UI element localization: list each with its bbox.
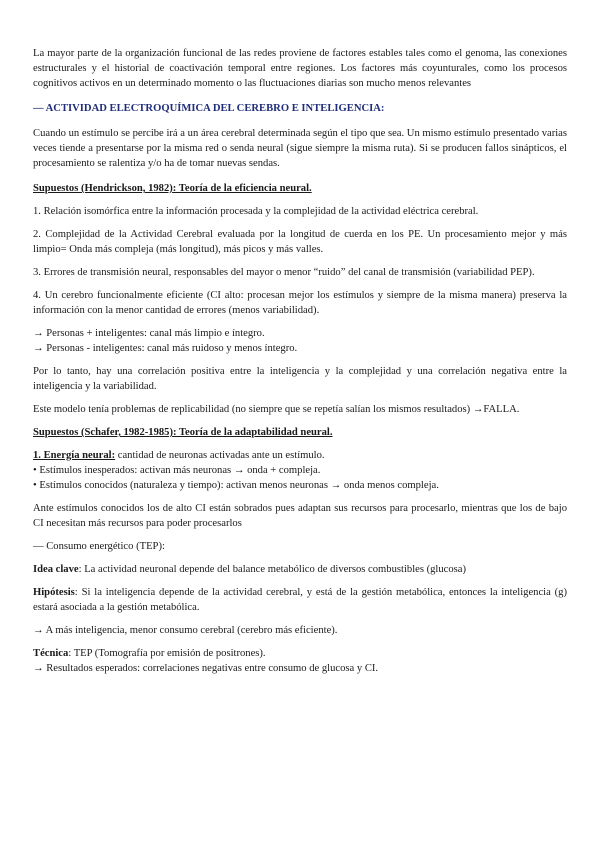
arrow-line-more-intelligent: → Personas + inteligentes: canal más limpio e íntegro. xyxy=(33,328,265,339)
bullet-unexpected-stimuli: • Estímulos inesperados: activan más neuronas → onda + compleja. xyxy=(33,465,321,476)
tecnica-line xyxy=(33,646,567,661)
tecnica-text: : TEP (Tomografía por emisión de positrones). xyxy=(68,648,266,659)
bullet-known-stimuli: • Estímulos conocidos (naturaleza y tiempo): activan menos neuronas → onda menos compleja. xyxy=(33,480,439,491)
consumo-energetico-line: — Consumo energético (TEP): xyxy=(33,541,165,552)
hipotesis-text: : Si la inteligencia depende de la actividad cerebral, y está de la gestión metabólica, entonces la inteligencia (g) estará asociada a la gestión metabólica. xyxy=(33,587,567,613)
idea-clave-text: : La actividad neuronal depende del balance metabólico de diversos combustibles (glucosa) xyxy=(78,564,467,575)
schafer-heading: Supuestos (Schafer, 1982-1985): Teoría de la adaptabilidad neural. xyxy=(33,427,333,438)
section-intro-paragraph: Cuando un estímulo se percibe irá a un área cerebral determinada según el tipo que sea. Un mismo estímulo presentado varias veces tiende a presentarse por la misma red o senda neural (sigue siempre la misma ruta). Si se producen fallos sinápticos, el procesamiento se ralentiza y/o ha de tomar nuevas sendas. xyxy=(33,128,567,169)
hendrickson-item-3: 3. Errores de transmisión neural, responsables del mayor o menor “ruido” del canal de transmisión (variabilidad PEP). xyxy=(33,267,535,278)
intro-paragraph: La mayor parte de la organización funcional de las redes proviene de factores estables tales como el genoma, las conexiones estructurales y el historial de coactivación temporal entre regiones. Los factores más coyunturales, como los procesos cognitivos activos en un determinado momento o las fluctuaciones diarias son mucho menos relevantes xyxy=(33,48,567,89)
schafer-paragraph: Ante estímulos conocidos los de alto CI están sobrados pues adaptan sus recursos para procesarlo, mientras que los de bajo CI necesitan más recursos para poder procesarlos xyxy=(33,503,567,529)
resultados-line: → Resultados esperados: correlaciones negativas entre consumo de glucosa y CI. xyxy=(33,663,379,674)
hendrickson-heading: Supuestos (Hendrickson, 1982): Teoría de la eficiencia neural. xyxy=(33,183,312,194)
energy-neural-text: cantidad de neuronas activadas ante un estímulo. xyxy=(115,450,325,461)
document-page xyxy=(33,46,567,676)
hipotesis-paragraph xyxy=(33,585,567,615)
energy-neural-line xyxy=(33,448,567,463)
idea-clave-line xyxy=(33,562,567,577)
section-heading: — ACTIVIDAD ELECTROQUÍMICA DEL CEREBRO E INTELIGENCIA: xyxy=(33,103,385,114)
arrow-more-intelligence: → A más inteligencia, menor consumo cerebral (cerebro más eficiente). xyxy=(33,625,338,636)
idea-clave-label: Idea clave xyxy=(33,564,79,575)
hendrickson-item-1: 1. Relación isomórfica entre la información procesada y la complejidad de la actividad eléctrica cerebral. xyxy=(33,206,479,217)
energy-neural-label: 1. Energía neural: xyxy=(33,450,116,461)
hendrickson-item-4: 4. Un cerebro funcionalmente eficiente (CI alto: procesan mejor los estímulos y siempre de la misma manera) preserva la información con la menor cantidad de errores (menos variabilidad). xyxy=(33,290,567,316)
hendrickson-problem: Este modelo tenía problemas de replicabilidad (no siempre que se repetía salían los mismos resultados) →FALLA. xyxy=(33,404,520,415)
tecnica-label: Técnica xyxy=(33,648,69,659)
hendrickson-item-2: 2. Complejidad de la Actividad Cerebral evaluada por la longitud de cuerda en los PE. Un procesamiento mejor y más limpio= Onda más compleja (más longitud), más picos y más valles. xyxy=(33,229,567,255)
hipotesis-label: Hipótesis xyxy=(33,587,75,598)
hendrickson-conclusion: Por lo tanto, hay una correlación positiva entre la inteligencia y la complejidad y una correlación negativa entre la inteligencia y la variabilidad. xyxy=(33,366,567,392)
arrow-line-less-intelligent: → Personas - inteligentes: canal más ruidoso y menos íntegro. xyxy=(33,343,298,354)
